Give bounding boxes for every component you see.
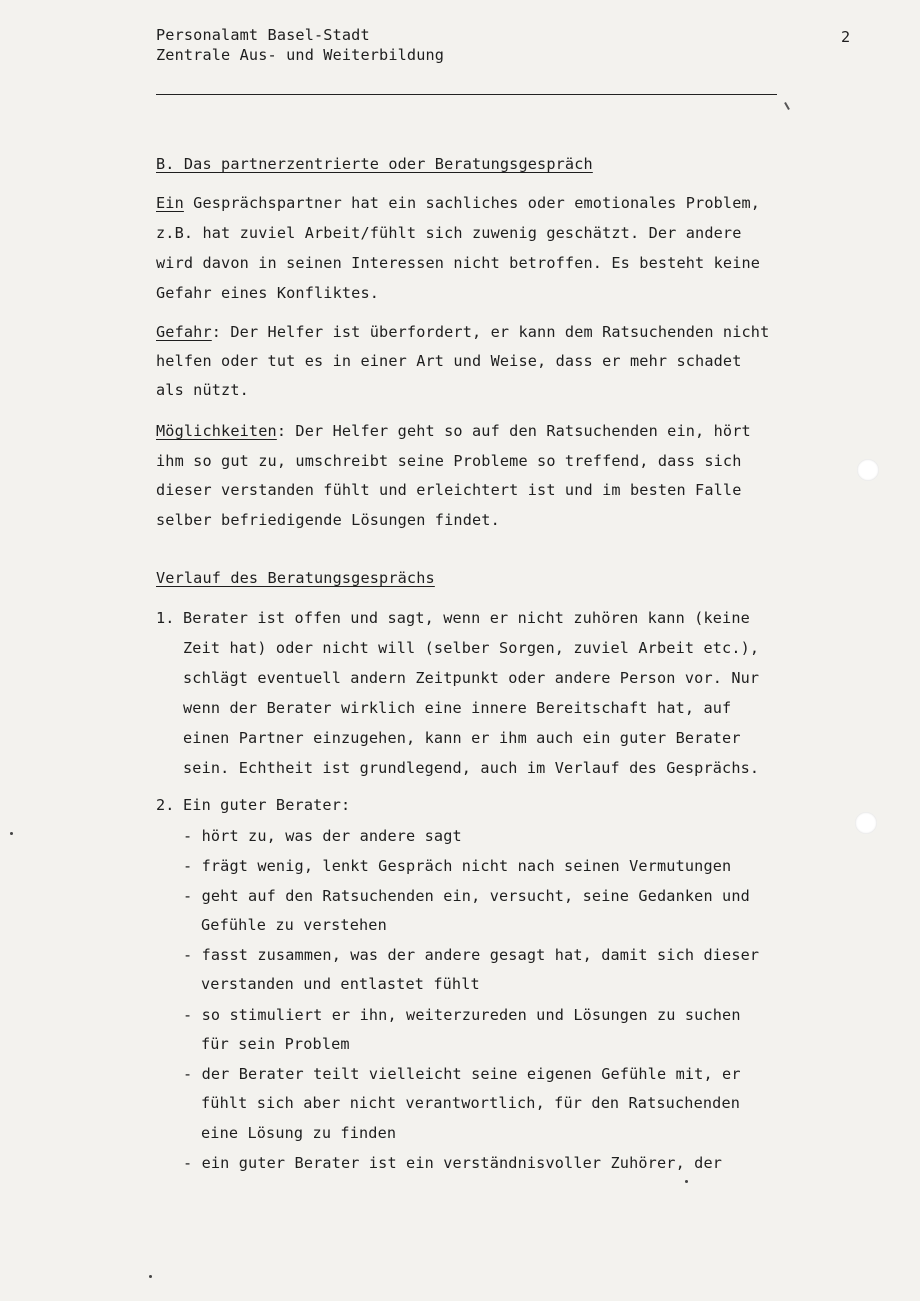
possibilities-line-1-text: : Der Helfer geht so auf den Ratsuchenden ein, hört: [276, 422, 751, 440]
item1-line-4: wenn der Berater wirklich eine innere Bereitschaft hat, auf: [183, 699, 732, 717]
item2-bullet-6-line-3: eine Lösung zu finden: [201, 1124, 397, 1142]
page-number: 2: [841, 28, 851, 46]
pen-mark: [784, 102, 790, 110]
item2-number: 2.: [156, 796, 175, 814]
item2-bullet-5-line-2: für sein Problem: [201, 1035, 350, 1053]
item1-line-2: Zeit hat) oder nicht will (selber Sorgen, zuviel Arbeit etc.),: [183, 639, 760, 657]
danger-line-1: [156, 323, 769, 341]
speck: [10, 832, 13, 835]
section-title: B. Das partnerzentrierte oder Beratungsgespräch: [156, 155, 593, 173]
item2-bullet-4-line-2: verstanden und entlastet fühlt: [201, 975, 480, 993]
danger-line-1-text: : Der Helfer ist überfordert, er kann dem Ratsuchenden nicht: [211, 323, 770, 341]
item2-bullet-5-line-1: - so stimuliert er ihn, weiterzureden und Lösungen zu suchen: [183, 1006, 741, 1024]
course-title: Verlauf des Beratungsgesprächs: [156, 569, 435, 587]
intro-line-2: z.B. hat zuviel Arbeit/fühlt sich zuwenig geschätzt. Der andere: [156, 224, 742, 242]
intro-line-3: wird davon in seinen Interessen nicht betroffen. Es besteht keine: [156, 254, 761, 272]
possibilities-line-3: dieser verstanden fühlt und erleichtert ist und im besten Falle: [156, 481, 742, 499]
danger-line-3: als nützt.: [156, 381, 249, 399]
item1-line-1: Berater ist offen und sagt, wenn er nicht zuhören kann (keine: [183, 609, 750, 627]
item2-bullet-6-line-1: - der Berater teilt vielleicht seine eigenen Gefühle mit, er: [183, 1065, 741, 1083]
intro-lead-word: Ein: [156, 194, 184, 212]
item2-intro: Ein guter Berater:: [183, 796, 351, 814]
possibilities-line-2: ihm so gut zu, umschreibt seine Probleme so treffend, dass sich: [156, 452, 742, 470]
item2-bullet-2: - frägt wenig, lenkt Gespräch nicht nach seinen Vermutungen: [183, 857, 732, 875]
header-rule: [156, 94, 777, 95]
danger-label: Gefahr: [156, 323, 212, 341]
header-org-line1: Personalamt Basel-Stadt: [156, 26, 370, 44]
item2-bullet-6-line-2: fühlt sich aber nicht verantwortlich, für den Ratsuchenden: [201, 1094, 741, 1112]
item2-bullet-1: - hört zu, was der andere sagt: [183, 827, 462, 845]
item2-bullet-4-line-1: - fasst zusammen, was der andere gesagt hat, damit sich dieser: [183, 946, 760, 964]
item2-bullet-3-line-2: Gefühle zu verstehen: [201, 916, 387, 934]
item2-bullet-3-line-1: - geht auf den Ratsuchenden ein, versucht, seine Gedanken und: [183, 887, 750, 905]
intro-line-4: Gefahr eines Konfliktes.: [156, 284, 380, 302]
speck: [685, 1180, 688, 1183]
item1-number: 1.: [156, 609, 175, 627]
binder-hole: [855, 812, 877, 834]
intro-line-1: [156, 194, 760, 212]
possibilities-label: Möglichkeiten: [156, 422, 277, 440]
item1-line-3: schlägt eventuell andern Zeitpunkt oder andere Person vor. Nur: [183, 669, 760, 687]
item1-line-6: sein. Echtheit ist grundlegend, auch im Verlauf des Gesprächs.: [183, 759, 760, 777]
speck: [149, 1275, 152, 1278]
binder-hole: [857, 459, 879, 481]
item1-line-5: einen Partner einzugehen, kann er ihm auch ein guter Berater: [183, 729, 741, 747]
item2-bullet-7-line-1: - ein guter Berater ist ein verständnisvoller Zuhörer, der: [183, 1154, 723, 1172]
danger-line-2: helfen oder tut es in einer Art und Weise, dass er mehr schadet: [156, 352, 742, 370]
possibilities-line-1: [156, 422, 751, 440]
intro-line-1-text: Gesprächspartner hat ein sachliches oder emotionales Problem,: [183, 194, 761, 212]
possibilities-line-4: selber befriedigende Lösungen findet.: [156, 511, 500, 529]
header-org-line2: Zentrale Aus- und Weiterbildung: [156, 46, 445, 64]
